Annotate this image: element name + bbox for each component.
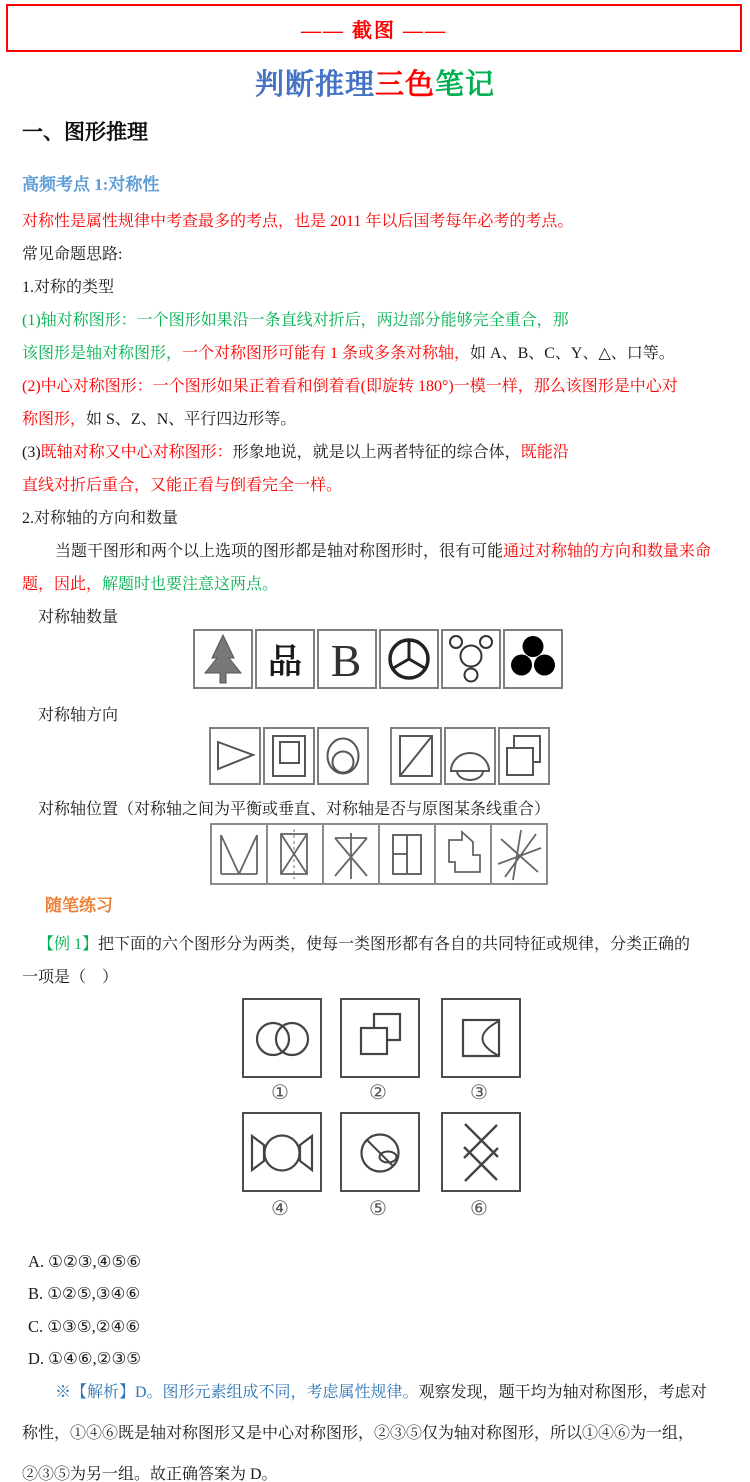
text-run: 1.对称的类型 <box>22 279 115 296</box>
page-title <box>0 62 750 103</box>
text-line <box>22 961 734 994</box>
text-run: 一个对称图形可能有 1 条或多条对称轴， <box>182 345 471 362</box>
section-heading: 一、图形推理 <box>22 120 148 144</box>
pin-character-icon <box>255 629 315 689</box>
text-line <box>28 1343 740 1375</box>
text-run: (1)轴对称图形：一个图形如果沿一条直线对折后，两边部分能够完全重合，那 <box>22 312 569 329</box>
overlapping-circles-figure <box>242 998 322 1078</box>
nested-squares-icon <box>263 727 315 785</box>
svg-text:品: 品 <box>268 644 302 681</box>
offset-squares-icon <box>498 727 550 785</box>
caption-axis-position: 对称轴位置（对称轴之间为平衡或垂直、对称轴是否与原图某条线重合） <box>38 801 551 818</box>
text-run: 2.对称轴的方向和数量 <box>22 510 179 527</box>
club-clover-icon <box>503 629 563 689</box>
text-line <box>22 238 734 271</box>
figure-label-4: ④ <box>271 1198 289 1220</box>
text-run: ※【解析】D。图形元素组成不同，考虑属性规律。 <box>55 1384 419 1401</box>
text-line <box>22 403 734 436</box>
text-line <box>22 1372 734 1413</box>
text-line <box>22 469 734 502</box>
text-line <box>22 370 734 403</box>
rect-diagonals-icon <box>268 825 324 883</box>
text-run: 如 S、Z、N、平行四边形等。 <box>86 411 297 428</box>
text-line <box>28 1278 740 1310</box>
text-run: 既能沿 <box>520 444 569 461</box>
text-run: 题，因此， <box>22 576 103 593</box>
text-line <box>22 1454 734 1482</box>
notes-text-block <box>22 205 734 634</box>
axis-count-row <box>193 629 563 689</box>
text-line <box>22 535 734 568</box>
right-triangle-icon <box>209 727 261 785</box>
text-run: 如 A、B、C、Y、△、口等。 <box>470 345 675 362</box>
text-run: 直线对折后重合，又能正看与倒看完全一样。 <box>22 477 343 494</box>
text-line <box>22 568 734 601</box>
text-run: (2)中心对称图形：一个图形如果正着看和倒着看(即旋转 180°)一模一样，那么该图形是中心对 <box>22 378 678 395</box>
w-shape-icon <box>212 825 268 883</box>
bowtie-vertical-icon <box>324 825 380 883</box>
figure-label-3: ③ <box>470 1082 488 1104</box>
topic-heading: 高频考点 1:对称性 <box>22 175 160 194</box>
figure-label-2: ② <box>369 1082 387 1104</box>
axis-direction-group-1 <box>209 727 369 785</box>
figure-label-6: ⑥ <box>470 1198 488 1220</box>
text-run: 一项是（ ） <box>22 969 119 986</box>
svg-text:B: B <box>330 635 362 686</box>
dome-arc-icon <box>444 727 496 785</box>
text-run: 形象地说，就是以上两者特征的综合体， <box>232 444 521 461</box>
text-line <box>22 502 734 535</box>
text-line <box>28 1311 740 1343</box>
divided-square-icon <box>380 825 436 883</box>
answer-options <box>28 1246 740 1376</box>
text-run: D. ①④⑥,②③⑤ <box>28 1349 142 1369</box>
text-run: A. ①②③,④⑤⑥ <box>28 1252 142 1271</box>
square-diagonal-icon <box>390 727 442 785</box>
screenshot-banner <box>6 4 742 52</box>
text-run: 通过对称轴的方向和数量来命 <box>503 543 712 560</box>
line-star-icon <box>492 825 546 883</box>
figure-label-5: ⑤ <box>369 1198 387 1220</box>
circle-line-ellipse-figure <box>340 1112 420 1192</box>
text-line <box>22 1413 734 1454</box>
text-run: C. ①③⑤,②④⑥ <box>28 1316 141 1336</box>
axis-direction-group-2 <box>390 727 550 785</box>
letter-b-icon <box>317 629 377 689</box>
overlapping-circles-icon <box>317 727 369 785</box>
text-run: (3) <box>22 444 41 461</box>
square-with-arc-figure <box>441 998 521 1078</box>
text-run: 称性，①④⑥既是轴对称图形又是中心对称图形，②③⑤仅为轴对称图形，所以①④⑥为一组， <box>22 1425 695 1442</box>
mercedes-emblem-icon <box>379 629 439 689</box>
rectilinear-polygon-icon <box>436 825 492 883</box>
caption-axis-direction: 对称轴方向 <box>38 707 119 724</box>
text-run: 称图形， <box>22 411 87 428</box>
candy-shape-figure <box>242 1112 322 1192</box>
axis-position-row <box>210 823 548 885</box>
banner-text: —— 截图 —— <box>301 19 447 42</box>
text-run: 常见命题思路: <box>22 246 123 263</box>
circle-cluster-icon <box>441 629 501 689</box>
text-line <box>22 205 734 238</box>
text-line <box>22 337 734 370</box>
text-run: 【例 1】 <box>38 936 99 953</box>
text-run: 解题时也要注意这两点。 <box>102 576 279 593</box>
text-line <box>28 1246 740 1278</box>
text-run: 对称轴数量 <box>38 609 119 626</box>
title-part-green: 笔记 <box>435 69 496 101</box>
pine-tree-icon <box>193 629 253 689</box>
text-run: 观察发现，题干均为轴对称图形，考虑对 <box>418 1384 707 1401</box>
text-line <box>22 271 734 304</box>
overlapping-squares-figure <box>340 998 420 1078</box>
text-run: 该图形是轴对称图形， <box>22 345 183 362</box>
text-run: ②③⑤为另一组。故正确答案为 D。 <box>22 1466 278 1482</box>
text-run: 既轴对称又中心对称图形： <box>40 444 233 461</box>
text-run: 当题干图形和两个以上选项的图形都是轴对称图形时，很有可能 <box>55 543 504 560</box>
example-question-text <box>22 928 734 994</box>
text-line <box>22 928 734 961</box>
title-part-blue: 判断推理 <box>254 69 375 101</box>
title-part-red: 三色 <box>374 69 435 101</box>
figure-label-1: ① <box>271 1082 289 1104</box>
double-x-lattice-figure <box>441 1112 521 1192</box>
text-run: 把下面的六个图形分为两类，使每一类图形都有各自的共同特征或规律，分类正确的 <box>98 936 691 953</box>
text-run: B. ①②⑤,③④⑥ <box>28 1284 141 1304</box>
text-line <box>22 304 734 337</box>
answer-analysis <box>22 1372 734 1482</box>
text-run: 对称性是属性规律中考查最多的考点，也是 2011 年以后国考每年必考的考点。 <box>22 213 574 230</box>
practice-heading: 随笔练习 <box>45 896 113 915</box>
text-line <box>22 436 734 469</box>
